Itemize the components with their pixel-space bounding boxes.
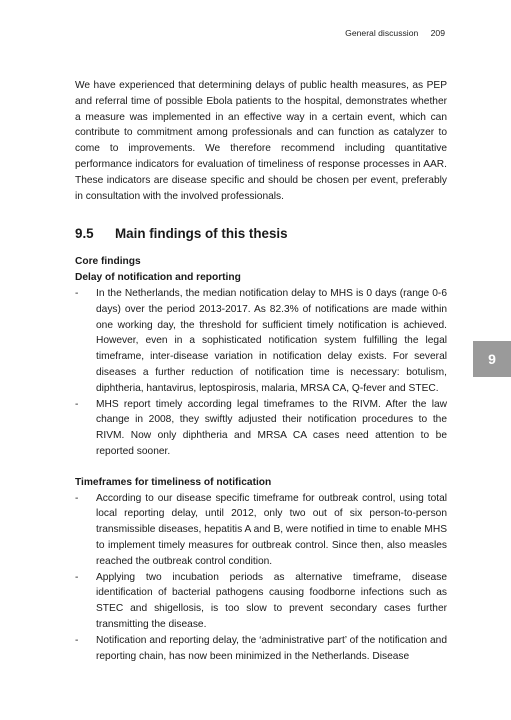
list-item-text: Applying two incubation periods as alternative timeframe, disease identification of bacterial pathogens causing foodborne infections such as STEC and shigellosis, is too slow to prevent secondary cases further transmitting the disease.: [96, 571, 447, 630]
list-item: [75, 633, 447, 665]
timeframes-bullet-list: [75, 491, 447, 665]
timeframes-subheading: Timeframes for timeliness of notification: [75, 476, 272, 488]
list-item-text: According to our disease specific timeframe for outbreak control, using total local reporting delay, until 2012, only two out of six person-to-person transmissible diseases, hepatitis A and B, were notified in time to enable MHS to implement timely measures for outbreak control. Since then, also measles reached the outbreak control condition.: [96, 492, 447, 567]
section-heading: [75, 224, 447, 244]
delay-subheading: Delay of notification and reporting: [75, 272, 241, 284]
section-title: Main findings of this thesis: [115, 226, 288, 242]
list-item: [75, 491, 447, 570]
page-number: 209: [430, 28, 445, 38]
running-header-section: General discussion: [345, 28, 419, 38]
section-number: 9.5: [75, 226, 94, 242]
list-item-text: Notification and reporting delay, the ‘administrative part’ of the notification and reporting chain, has now been minimized in the Netherlands. Disease: [96, 634, 447, 662]
list-item: [75, 570, 447, 633]
core-findings-heading: Core findings: [75, 256, 141, 268]
page-body: [75, 78, 447, 664]
list-item-text: In the Netherlands, the median notification delay to MHS is 0 days (range 0-6 days) over the period 2013-2017. As 82.3% of notifications are made within one working day, the threshold for sufficient timely notification is achieved. However, even in a sophisticated notification system fulfilling the legal timeframe, inter-disease variation in notification delay exists. For several diseases a further reduction of notification time is necessary: botulism, diphtheria, hantavirus, leptospirosis, malaria, MRSA CA, Q-fever and STEC.: [96, 287, 447, 394]
list-item-text: MHS report timely according legal timeframes to the RIVM. After the law change in 2008, they swiftly adjusted their notification procedures to the RIVM. Now only diphtheria and MRSA CA cases need attention to be reported sooner.: [96, 398, 447, 457]
list-item: [75, 397, 447, 460]
bullet-marker: -: [75, 398, 79, 410]
delay-bullet-list: [75, 286, 447, 460]
chapter-tab: 9: [473, 341, 511, 377]
bullet-marker: -: [75, 287, 79, 299]
intro-paragraph: We have experienced that determining delays of public health measures, as PEP and referral time of possible Ebola patients to the hospital, demonstrates whether a measure was implemented in an effective way in a certain event, which can contribute to commitment among professionals and can function as catalyzer to come to improvements. We therefore recommend including quantitative performance indicators for evaluation of timeliness of response processes in AAR. These indicators are disease specific and should be chosen per event, preferably in consultation with the involved professionals.: [75, 80, 447, 202]
list-item: [75, 286, 447, 397]
bullet-marker: -: [75, 492, 79, 504]
running-header: [345, 28, 445, 38]
bullet-marker: -: [75, 571, 79, 583]
bullet-marker: -: [75, 634, 79, 646]
